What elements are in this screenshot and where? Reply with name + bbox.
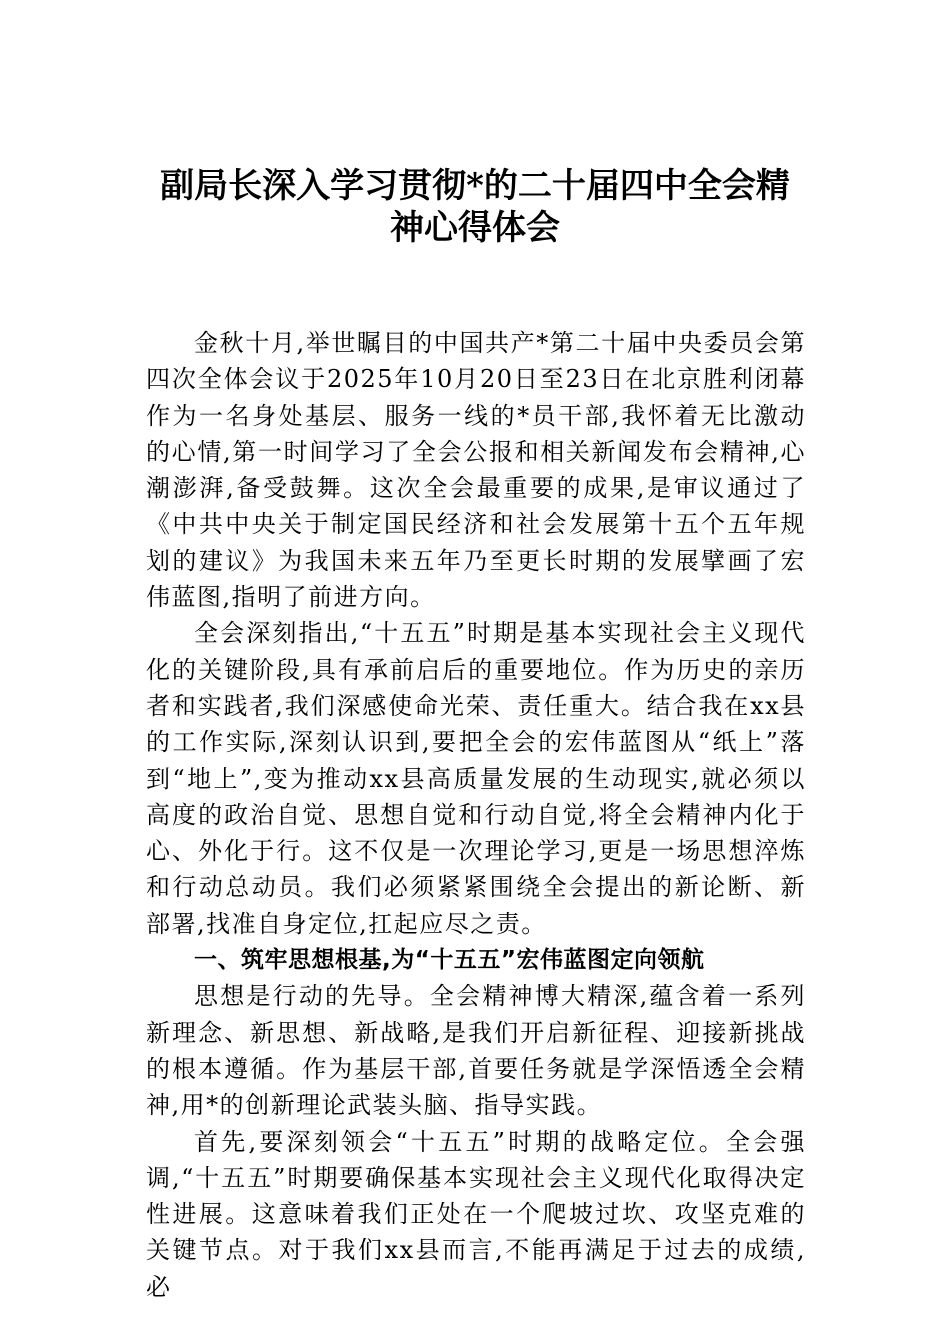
document-title-line-2: 神心得体会 [390,208,560,248]
paragraph-section1-intro: 思想是行动的先导。全会精神博大精深,蕴含着一系列新理念、新思想、新战略,是我们开启新征程、迎接新挑战的根本遵循。作为基层干部,首要任务就是学深悟透全会精神,用*的创新理论武装头脑、指导实践。 [146,982,806,1120]
paragraph-section1-first: 首先,要深刻领会“十五五”时期的战略定位。全会强调,“十五五”时期要确保基本实现社会主义现代化取得决定性进展。这意味着我们正处在一个爬坡过坎、攻坚克难的关键节点。对于我们xx县而言,不能再满足于过去的成绩,必 [146,1127,806,1301]
document-title-line-1: 副局长深入学习贯彻*的二十届四中全会精 [160,166,790,206]
section-heading-1: 一、筑牢思想根基,为“十五五”宏伟蓝图定向领航 [194,947,705,974]
document-body [146,325,806,1305]
paragraph-context: 全会深刻指出,“十五五”时期是基本实现社会主义现代化的关键阶段,具有承前启后的重要地位。作为历史的亲历者和实践者,我们深感使命光荣、责任重大。结合我在xx县的工作实际,深刻认识到,要把全会的宏伟蓝图从“纸上”落到“地上”,变为推动xx县高质量发展的生动现实,就必须以高度的政治自觉、思想自觉和行动自觉,将全会精神内化于心、外化于行。这不仅是一次理论学习,更是一场思想淬炼和行动总动员。我们必须紧紧围绕全会提出的新论断、新部署,找准自身定位,扛起应尽之责。 [146,619,806,938]
paragraph-intro: 金秋十月,举世瞩目的中国共产*第二十届中央委员会第四次全体会议于2025年10月20日至23日在北京胜利闭幕作为一名身处基层、服务一线的*员干部,我怀着无比激动的心情,第一时间学习了全会公报和相关新闻发布会精神,心潮澎湃,备受鼓舞。这次全会最重要的成果,是审议通过了《中共中央关于制定国民经济和社会发展第十五个五年规划的建议》为我国未来五年乃至更长时期的发展擘画了宏伟蓝图,指明了前进方向。 [146,329,806,612]
